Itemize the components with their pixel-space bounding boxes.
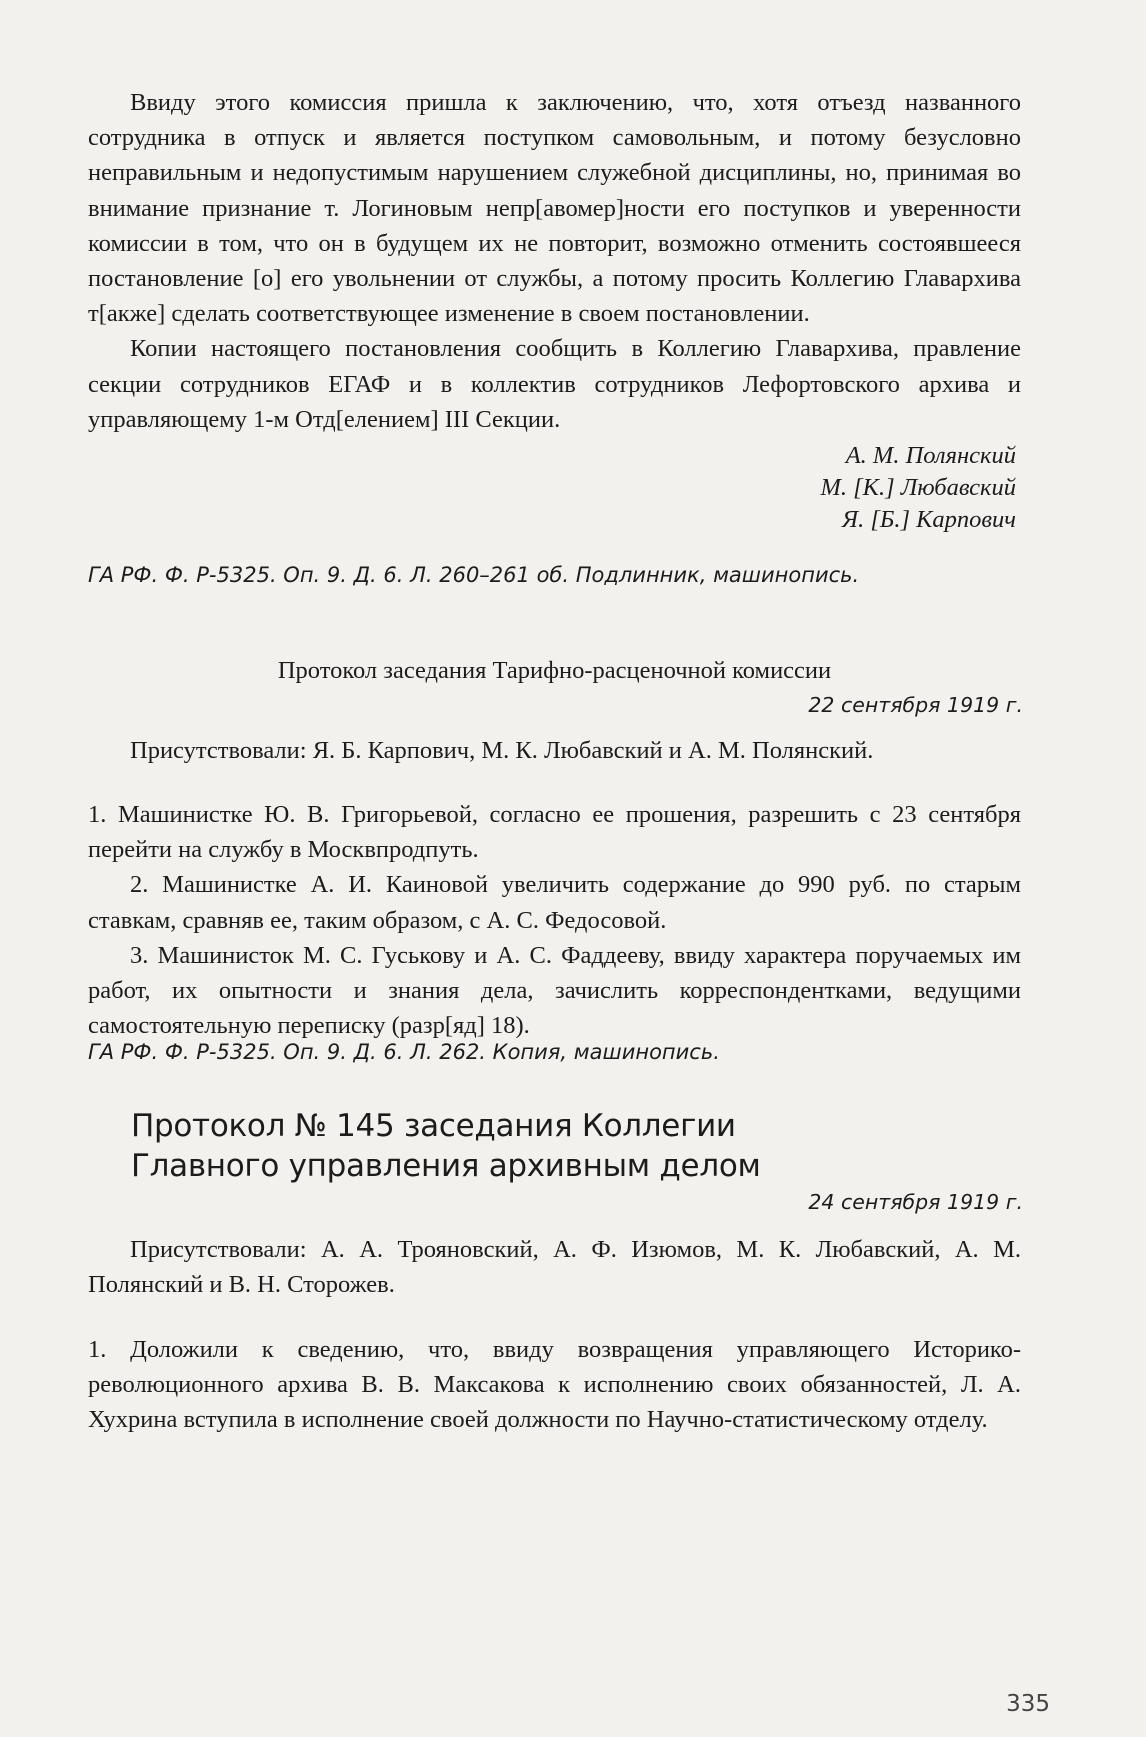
title-line-2: Главного управления архивным делом	[131, 1148, 761, 1184]
paragraph: Копии настоящего постановления сообщить в Коллегию Главархива, правление секции сотрудников ЕГАФ и в коллектив сотрудников Лефортовского архива и управляющему 1-м Отд[елением] III Секции.	[88, 335, 1021, 433]
protocol-3-title	[131, 1106, 1011, 1186]
protocol-2-title: Протокол заседания Тарифно-расценочной комиссии	[277, 657, 832, 684]
page-number: 335	[1006, 1691, 1050, 1717]
archive-source-1: ГА РФ. Ф. Р-5325. Оп. 9. Д. 6. Л. 260–261 об. Подлинник, машинопись.	[88, 563, 860, 587]
signature-2: М. [К.] Любавский	[820, 474, 1016, 501]
paragraph: Присутствовали: Я. Б. Карпович, М. К. Любавский и А. М. Полянский.	[130, 737, 874, 764]
protocol-3-items	[88, 1332, 1021, 1438]
title-line-1: Протокол № 145 заседания Коллегии	[131, 1108, 736, 1144]
paragraph: Присутствовали: А. А. Трояновский, А. Ф. Изюмов, М. К. Любавский, А. М. Полянский и В. Н. Сторожев.	[88, 1236, 1021, 1299]
list-item: 1. Доложили к сведению, что, ввиду возвращения управляющего Историко-революционного архива В. В. Максакова к исполнению своих обязанностей, Л. А. Хухрина вступила в исполнение своей должности по Научно-статистическому отделу.	[88, 1336, 1021, 1434]
paragraph: Ввиду этого комиссия пришла к заключению, что, хотя отъезд названного сотрудника в отпуск и является поступком самовольным, и потому безусловно неправильным и недопустимым нарушением служебной дисциплины, но, принимая во внимание признание т. Логиновым непр[авомер]ности его поступков и уверенности комиссии в том, что он в будущем их не повторит, возможно отменить состоявшееся постановление [о] его увольнении от службы, а потому просить Коллегию Главархива т[акже] сделать соответствующее изменение в своем постановлении.	[88, 89, 1021, 328]
protocol-2-date: 22 сентября 1919 г.	[808, 693, 1023, 717]
signature-1: А. М. Полянский	[845, 442, 1016, 469]
list-item: 3. Машинисток М. С. Гуськову и А. С. Фаддееву, ввиду характера поручаемых им работ, их опытности и знания дела, зачислить корреспондентками, ведущими самостоятельную переписку (разр[яд] 18).	[88, 941, 1021, 1040]
protocol-2-present	[88, 733, 1021, 768]
protocol-3-present	[88, 1232, 1021, 1302]
signature-3: Я. [Б.] Карпович	[842, 506, 1016, 533]
list-item: 1. Машинистке Ю. В. Григорьевой, согласно ее прошения, разрешить с 23 сентября перейти на службу в Москвпродпуть.	[88, 801, 1021, 864]
protocol-3-date: 24 сентября 1919 г.	[808, 1190, 1023, 1214]
protocol-2-items	[88, 797, 1021, 1043]
decision-text-block	[88, 85, 1021, 437]
archive-source-2: ГА РФ. Ф. Р-5325. Оп. 9. Д. 6. Л. 262. Копия, машинопись.	[88, 1040, 720, 1064]
list-item: 2. Машинистке А. И. Каиновой увеличить содержание до 990 руб. по старым ставкам, сравняв ее, таким образом, с А. С. Федосовой.	[88, 871, 1021, 934]
